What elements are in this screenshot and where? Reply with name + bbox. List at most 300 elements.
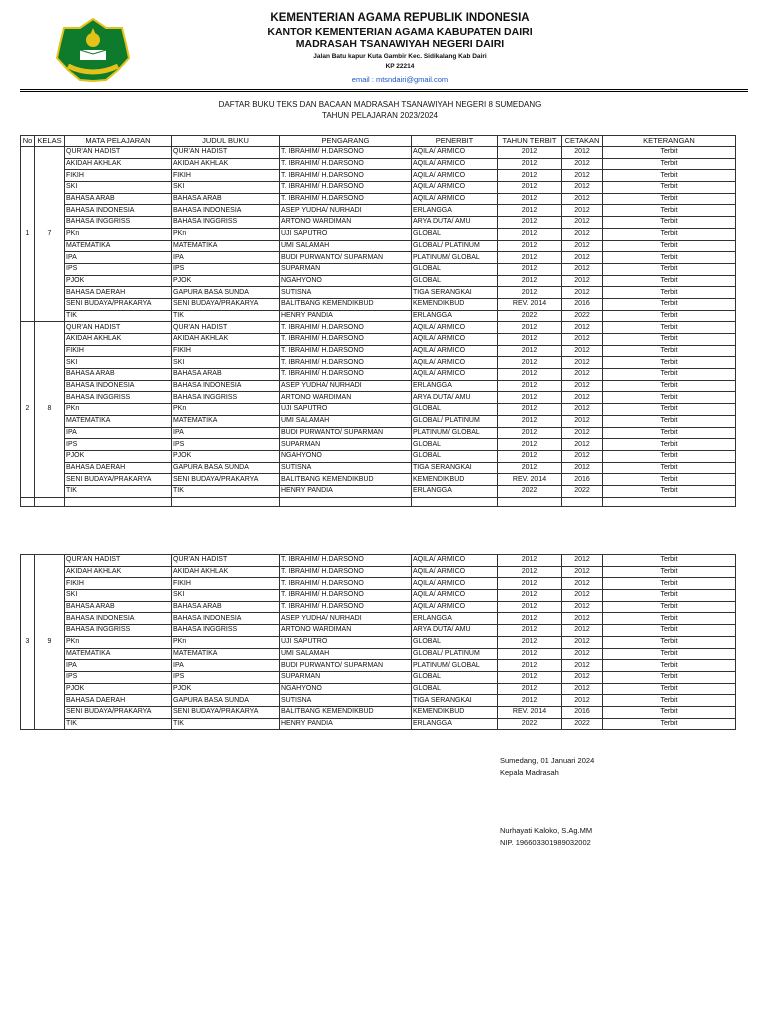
cell-pengarang: T. IBRAHIM/ H.DARSONO <box>280 182 412 194</box>
cell-keterangan: Terbit <box>603 380 736 392</box>
cell-keterangan: Terbit <box>603 450 736 462</box>
column-header: TAHUN TERBIT <box>498 136 562 147</box>
cell-cetakan: 2012 <box>562 636 603 648</box>
cell-penerbit: ERLANGGA <box>412 718 498 730</box>
cell-judul-buku: FIKIH <box>172 345 280 357</box>
cell-mata-pelajaran: SENI BUDAYA/PRAKARYA <box>65 706 172 718</box>
school-address: Jalan Batu kapur Kuta Gambir Kec. Sidikalang Kab Dairi <box>313 53 487 60</box>
cell-tahun-terbit: REV. 2014 <box>498 298 562 310</box>
cell-keterangan: Terbit <box>603 415 736 427</box>
column-header: MATA PELAJARAN <box>65 136 172 147</box>
table-row <box>21 404 736 416</box>
cell-tahun-terbit: 2012 <box>498 695 562 707</box>
blank-cell <box>498 497 562 506</box>
table-row <box>21 415 736 427</box>
cell-penerbit: AQILA/ ARMICO <box>412 566 498 578</box>
cell-penerbit: AQILA/ ARMICO <box>412 357 498 369</box>
cell-mata-pelajaran: BAHASA INDONESIA <box>65 205 172 217</box>
cell-tahun-terbit: 2022 <box>498 718 562 730</box>
cell-mata-pelajaran: TIK <box>65 485 172 497</box>
cell-keterangan: Terbit <box>603 439 736 451</box>
school-name: MADRASAH TSANAWIYAH NEGERI DAIRI <box>295 38 505 50</box>
cell-pengarang: ARTONO WARDIMAN <box>280 625 412 637</box>
blank-cell <box>280 497 412 506</box>
cell-keterangan: Terbit <box>603 334 736 346</box>
cell-penerbit: TIGA SERANGKAI <box>412 695 498 707</box>
cell-judul-buku: IPS <box>172 263 280 275</box>
cell-tahun-terbit: 2012 <box>498 369 562 381</box>
table-body <box>21 147 736 507</box>
cell-cetakan: 2012 <box>562 158 603 170</box>
cell-tahun-terbit: 2012 <box>498 240 562 252</box>
table-row <box>21 334 736 346</box>
cell-pengarang: SUPARMAN <box>280 671 412 683</box>
cell-keterangan: Terbit <box>603 240 736 252</box>
blank-cell <box>172 497 280 506</box>
cell-judul-buku: AKIDAH AKHLAK <box>172 566 280 578</box>
cell-tahun-terbit: 2012 <box>498 660 562 672</box>
cell-tahun-terbit: 2012 <box>498 357 562 369</box>
blank-cell <box>562 497 603 506</box>
cell-cetakan: 2012 <box>562 345 603 357</box>
table-row <box>21 590 736 602</box>
letterhead-divider <box>20 89 748 90</box>
cell-cetakan: 2016 <box>562 298 603 310</box>
cell-judul-buku: BAHASA INDONESIA <box>172 613 280 625</box>
cell-pengarang: ASEP YUDHA/ NURHADI <box>280 380 412 392</box>
cell-tahun-terbit: REV. 2014 <box>498 706 562 718</box>
cell-keterangan: Terbit <box>603 147 736 159</box>
cell-penerbit: AQILA/ ARMICO <box>412 193 498 205</box>
cell-mata-pelajaran: SKI <box>65 590 172 602</box>
table-row <box>21 706 736 718</box>
cell-penerbit: ARYA DUTA/ AMU <box>412 625 498 637</box>
cell-judul-buku: BAHASA ARAB <box>172 601 280 613</box>
cell-tahun-terbit: 2012 <box>498 287 562 299</box>
table-row <box>21 718 736 730</box>
cell-cetakan: 2012 <box>562 683 603 695</box>
cell-judul-buku: MATEMATIKA <box>172 240 280 252</box>
cell-cetakan: 2012 <box>562 240 603 252</box>
table-row <box>21 217 736 229</box>
table-row <box>21 275 736 287</box>
cell-judul-buku: PJOK <box>172 275 280 287</box>
cell-cetakan: 2012 <box>562 601 603 613</box>
table-row <box>21 462 736 474</box>
book-table-1 <box>20 135 736 507</box>
cell-keterangan: Terbit <box>603 322 736 334</box>
cell-cetakan: 2012 <box>562 193 603 205</box>
cell-pengarang: UMI SALAMAH <box>280 648 412 660</box>
column-header: No <box>21 136 35 147</box>
cell-keterangan: Terbit <box>603 555 736 567</box>
table-row <box>21 660 736 672</box>
cell-judul-buku: SKI <box>172 590 280 602</box>
cell-penerbit: GLOBAL <box>412 683 498 695</box>
letterhead-divider-2 <box>20 91 748 92</box>
table-row <box>21 158 736 170</box>
cell-penerbit: GLOBAL/ PLATINUM <box>412 240 498 252</box>
cell-pengarang: T. IBRAHIM/ H.DARSONO <box>280 345 412 357</box>
table-row <box>21 228 736 240</box>
cell-keterangan: Terbit <box>603 485 736 497</box>
cell-penerbit: GLOBAL/ PLATINUM <box>412 415 498 427</box>
cell-pengarang: T. IBRAHIM/ H.DARSONO <box>280 601 412 613</box>
cell-mata-pelajaran: BAHASA ARAB <box>65 601 172 613</box>
cell-judul-buku: GAPURA BASA SUNDA <box>172 287 280 299</box>
table-row <box>21 613 736 625</box>
cell-mata-pelajaran: BAHASA INGGRISS <box>65 625 172 637</box>
cell-pengarang: BALITBANG KEMENDIKBUD <box>280 298 412 310</box>
cell-keterangan: Terbit <box>603 345 736 357</box>
cell-judul-buku: QUR'AN HADIST <box>172 555 280 567</box>
cell-tahun-terbit: 2012 <box>498 671 562 683</box>
cell-tahun-terbit: 2012 <box>498 228 562 240</box>
table-header <box>21 136 736 147</box>
table-row <box>21 205 736 217</box>
cell-keterangan: Terbit <box>603 182 736 194</box>
cell-mata-pelajaran: PKn <box>65 404 172 416</box>
cell-penerbit: AQILA/ ARMICO <box>412 601 498 613</box>
cell-keterangan: Terbit <box>603 298 736 310</box>
cell-tahun-terbit: 2012 <box>498 193 562 205</box>
cell-tahun-terbit: 2012 <box>498 415 562 427</box>
cell-mata-pelajaran: IPS <box>65 263 172 275</box>
cell-mata-pelajaran: SENI BUDAYA/PRAKARYA <box>65 474 172 486</box>
cell-tahun-terbit: 2012 <box>498 450 562 462</box>
cell-tahun-terbit: 2012 <box>498 613 562 625</box>
cell-cetakan: 2012 <box>562 578 603 590</box>
cell-penerbit: ERLANGGA <box>412 380 498 392</box>
cell-pengarang: T. IBRAHIM/ H.DARSONO <box>280 555 412 567</box>
cell-pengarang: T. IBRAHIM/ H.DARSONO <box>280 566 412 578</box>
cell-pengarang: BUDI PURWANTO/ SUPARMAN <box>280 427 412 439</box>
cell-mata-pelajaran: MATEMATIKA <box>65 415 172 427</box>
cell-tahun-terbit: 2012 <box>498 263 562 275</box>
cell-keterangan: Terbit <box>603 369 736 381</box>
cell-tahun-terbit: 2022 <box>498 310 562 322</box>
cell-pengarang: BALITBANG KEMENDIKBUD <box>280 474 412 486</box>
cell-mata-pelajaran: BAHASA INGGRISS <box>65 217 172 229</box>
document-subtitle: TAHUN PELAJARAN 2023/2024 <box>322 111 438 120</box>
cell-penerbit: PLATINUM/ GLOBAL <box>412 427 498 439</box>
row-number: 1 <box>21 147 35 322</box>
cell-cetakan: 2012 <box>562 439 603 451</box>
cell-tahun-terbit: 2012 <box>498 322 562 334</box>
cell-cetakan: 2012 <box>562 182 603 194</box>
cell-judul-buku: IPS <box>172 439 280 451</box>
cell-keterangan: Terbit <box>603 205 736 217</box>
row-class: 7 <box>35 147 65 322</box>
cell-keterangan: Terbit <box>603 601 736 613</box>
cell-tahun-terbit: 2012 <box>498 683 562 695</box>
cell-penerbit: AQILA/ ARMICO <box>412 578 498 590</box>
cell-mata-pelajaran: IPS <box>65 439 172 451</box>
cell-keterangan: Terbit <box>603 287 736 299</box>
blank-cell <box>21 497 35 506</box>
cell-judul-buku: SKI <box>172 182 280 194</box>
cell-mata-pelajaran: PJOK <box>65 683 172 695</box>
cell-judul-buku: MATEMATIKA <box>172 415 280 427</box>
blank-row <box>21 497 736 506</box>
cell-penerbit: AQILA/ ARMICO <box>412 345 498 357</box>
cell-mata-pelajaran: PKn <box>65 228 172 240</box>
cell-judul-buku: SKI <box>172 357 280 369</box>
cell-tahun-terbit: 2012 <box>498 170 562 182</box>
cell-mata-pelajaran: PJOK <box>65 450 172 462</box>
cell-penerbit: AQILA/ ARMICO <box>412 369 498 381</box>
cell-mata-pelajaran: SKI <box>65 357 172 369</box>
cell-cetakan: 2012 <box>562 660 603 672</box>
table-row <box>21 147 736 159</box>
cell-pengarang: T. IBRAHIM/ H.DARSONO <box>280 158 412 170</box>
cell-mata-pelajaran: PJOK <box>65 275 172 287</box>
cell-cetakan: 2016 <box>562 706 603 718</box>
cell-pengarang: T. IBRAHIM/ H.DARSONO <box>280 170 412 182</box>
cell-mata-pelajaran: SENI BUDAYA/PRAKARYA <box>65 298 172 310</box>
cell-mata-pelajaran: BAHASA DAERAH <box>65 695 172 707</box>
cell-penerbit: GLOBAL <box>412 228 498 240</box>
cell-cetakan: 2016 <box>562 474 603 486</box>
cell-tahun-terbit: 2012 <box>498 625 562 637</box>
cell-tahun-terbit: 2012 <box>498 275 562 287</box>
cell-penerbit: AQILA/ ARMICO <box>412 590 498 602</box>
cell-pengarang: NGAHYONO <box>280 275 412 287</box>
signatory-nip: NIP. 196603301989032002 <box>500 838 591 847</box>
column-header: JUDUL BUKU <box>172 136 280 147</box>
table-row <box>21 369 736 381</box>
table-row <box>21 671 736 683</box>
table-row <box>21 474 736 486</box>
cell-pengarang: SUPARMAN <box>280 439 412 451</box>
cell-penerbit: KEMENDIKBUD <box>412 298 498 310</box>
cell-cetakan: 2012 <box>562 450 603 462</box>
cell-penerbit: GLOBAL <box>412 263 498 275</box>
cell-mata-pelajaran: AKIDAH AKHLAK <box>65 566 172 578</box>
cell-cetakan: 2012 <box>562 427 603 439</box>
cell-keterangan: Terbit <box>603 263 736 275</box>
cell-cetakan: 2012 <box>562 263 603 275</box>
cell-cetakan: 2012 <box>562 613 603 625</box>
cell-keterangan: Terbit <box>603 636 736 648</box>
cell-judul-buku: GAPURA BASA SUNDA <box>172 695 280 707</box>
cell-keterangan: Terbit <box>603 474 736 486</box>
cell-keterangan: Terbit <box>603 718 736 730</box>
cell-tahun-terbit: 2022 <box>498 485 562 497</box>
cell-cetakan: 2012 <box>562 170 603 182</box>
cell-pengarang: UMI SALAMAH <box>280 415 412 427</box>
table-row <box>21 601 736 613</box>
table-body <box>21 555 736 730</box>
cell-penerbit: GLOBAL/ PLATINUM <box>412 648 498 660</box>
cell-tahun-terbit: 2012 <box>498 566 562 578</box>
table-row <box>21 240 736 252</box>
cell-pengarang: HENRY PANDIA <box>280 485 412 497</box>
cell-pengarang: ARTONO WARDIMAN <box>280 217 412 229</box>
cell-penerbit: GLOBAL <box>412 636 498 648</box>
table-row <box>21 439 736 451</box>
cell-judul-buku: BAHASA INDONESIA <box>172 205 280 217</box>
cell-keterangan: Terbit <box>603 695 736 707</box>
cell-cetakan: 2012 <box>562 147 603 159</box>
cell-keterangan: Terbit <box>603 310 736 322</box>
cell-cetakan: 2022 <box>562 310 603 322</box>
signatory-name: Nurhayati Kaloko, S.Ag.MM <box>500 826 593 835</box>
cell-judul-buku: TIK <box>172 310 280 322</box>
cell-cetakan: 2012 <box>562 625 603 637</box>
cell-judul-buku: AKIDAH AKHLAK <box>172 158 280 170</box>
cell-pengarang: T. IBRAHIM/ H.DARSONO <box>280 193 412 205</box>
cell-mata-pelajaran: QUR'AN HADIST <box>65 322 172 334</box>
cell-penerbit: KEMENDIKBUD <box>412 474 498 486</box>
cell-judul-buku: PJOK <box>172 683 280 695</box>
cell-mata-pelajaran: MATEMATIKA <box>65 648 172 660</box>
cell-tahun-terbit: 2012 <box>498 555 562 567</box>
row-number: 3 <box>21 555 35 730</box>
column-header: KELAS <box>35 136 65 147</box>
cell-judul-buku: PKn <box>172 404 280 416</box>
cell-mata-pelajaran: QUR'AN HADIST <box>65 555 172 567</box>
cell-pengarang: BUDI PURWANTO/ SUPARMAN <box>280 660 412 672</box>
book-table-2 <box>20 554 736 730</box>
cell-keterangan: Terbit <box>603 427 736 439</box>
cell-mata-pelajaran: FIKIH <box>65 170 172 182</box>
column-header: PENERBIT <box>412 136 498 147</box>
cell-cetakan: 2012 <box>562 275 603 287</box>
cell-cetakan: 2012 <box>562 404 603 416</box>
cell-penerbit: TIGA SERANGKAI <box>412 462 498 474</box>
cell-mata-pelajaran: BAHASA DAERAH <box>65 287 172 299</box>
cell-pengarang: T. IBRAHIM/ H.DARSONO <box>280 334 412 346</box>
cell-mata-pelajaran: MATEMATIKA <box>65 240 172 252</box>
cell-mata-pelajaran: FIKIH <box>65 345 172 357</box>
cell-keterangan: Terbit <box>603 252 736 264</box>
cell-mata-pelajaran: BAHASA INGGRISS <box>65 392 172 404</box>
cell-cetakan: 2012 <box>562 392 603 404</box>
cell-judul-buku: BAHASA ARAB <box>172 193 280 205</box>
cell-cetakan: 2012 <box>562 334 603 346</box>
cell-cetakan: 2022 <box>562 718 603 730</box>
cell-pengarang: T. IBRAHIM/ H.DARSONO <box>280 322 412 334</box>
cell-tahun-terbit: 2012 <box>498 205 562 217</box>
document-title: DAFTAR BUKU TEKS DAN BACAAN MADRASAH TSANAWIYAH NEGERI 8 SUMEDANG <box>218 100 542 109</box>
table-row <box>21 578 736 590</box>
table-row <box>21 310 736 322</box>
cell-mata-pelajaran: BAHASA INDONESIA <box>65 613 172 625</box>
cell-pengarang: NGAHYONO <box>280 683 412 695</box>
cell-penerbit: AQILA/ ARMICO <box>412 334 498 346</box>
table-row <box>21 380 736 392</box>
cell-judul-buku: IPA <box>172 660 280 672</box>
table-row <box>21 193 736 205</box>
ministry-logo-icon <box>56 18 130 82</box>
cell-pengarang: BALITBANG KEMENDIKBUD <box>280 706 412 718</box>
cell-tahun-terbit: 2012 <box>498 182 562 194</box>
cell-pengarang: T. IBRAHIM/ H.DARSONO <box>280 578 412 590</box>
cell-keterangan: Terbit <box>603 217 736 229</box>
cell-penerbit: AQILA/ ARMICO <box>412 147 498 159</box>
cell-keterangan: Terbit <box>603 578 736 590</box>
cell-tahun-terbit: 2012 <box>498 217 562 229</box>
cell-judul-buku: TIK <box>172 485 280 497</box>
cell-penerbit: GLOBAL <box>412 450 498 462</box>
cell-penerbit: KEMENDIKBUD <box>412 706 498 718</box>
cell-keterangan: Terbit <box>603 158 736 170</box>
cell-keterangan: Terbit <box>603 462 736 474</box>
cell-penerbit: AQILA/ ARMICO <box>412 182 498 194</box>
cell-mata-pelajaran: IPA <box>65 252 172 264</box>
cell-penerbit: AQILA/ ARMICO <box>412 555 498 567</box>
table-row <box>21 392 736 404</box>
cell-mata-pelajaran: IPS <box>65 671 172 683</box>
cell-tahun-terbit: 2012 <box>498 427 562 439</box>
cell-tahun-terbit: 2012 <box>498 590 562 602</box>
table-row <box>21 345 736 357</box>
cell-penerbit: ERLANGGA <box>412 310 498 322</box>
signature-place-date: Sumedang, 01 Januari 2024 <box>500 756 595 765</box>
cell-penerbit: GLOBAL <box>412 275 498 287</box>
cell-pengarang: SUTISNA <box>280 695 412 707</box>
cell-tahun-terbit: 2012 <box>498 404 562 416</box>
cell-pengarang: HENRY PANDIA <box>280 718 412 730</box>
cell-penerbit: ERLANGGA <box>412 485 498 497</box>
cell-cetakan: 2012 <box>562 671 603 683</box>
cell-mata-pelajaran: QUR'AN HADIST <box>65 147 172 159</box>
cell-pengarang: ASEP YUDHA/ NURHADI <box>280 613 412 625</box>
table-row <box>21 298 736 310</box>
cell-cetakan: 2012 <box>562 357 603 369</box>
cell-penerbit: ARYA DUTA/ AMU <box>412 217 498 229</box>
cell-tahun-terbit: 2012 <box>498 601 562 613</box>
cell-mata-pelajaran: TIK <box>65 718 172 730</box>
cell-judul-buku: PKn <box>172 228 280 240</box>
cell-judul-buku: SENI BUDAYA/PRAKARYA <box>172 298 280 310</box>
table-row <box>21 555 736 567</box>
cell-mata-pelajaran: BAHASA DAERAH <box>65 462 172 474</box>
cell-keterangan: Terbit <box>603 648 736 660</box>
cell-penerbit: ERLANGGA <box>412 205 498 217</box>
cell-cetakan: 2012 <box>562 287 603 299</box>
email-link[interactable]: email : mtsndairi@gmail.com <box>351 75 449 84</box>
cell-penerbit: GLOBAL <box>412 404 498 416</box>
cell-keterangan: Terbit <box>603 392 736 404</box>
cell-penerbit: AQILA/ ARMICO <box>412 170 498 182</box>
cell-keterangan: Terbit <box>603 566 736 578</box>
cell-keterangan: Terbit <box>603 404 736 416</box>
cell-mata-pelajaran: TIK <box>65 310 172 322</box>
cell-keterangan: Terbit <box>603 625 736 637</box>
cell-mata-pelajaran: AKIDAH AKHLAK <box>65 158 172 170</box>
cell-pengarang: NGAHYONO <box>280 450 412 462</box>
cell-mata-pelajaran: IPA <box>65 660 172 672</box>
office-name: KANTOR KEMENTERIAN AGAMA KABUPATEN DAIRI <box>267 26 533 38</box>
table-row <box>21 566 736 578</box>
cell-penerbit: GLOBAL <box>412 439 498 451</box>
cell-mata-pelajaran: AKIDAH AKHLAK <box>65 334 172 346</box>
cell-tahun-terbit: 2012 <box>498 648 562 660</box>
cell-pengarang: UMI SALAMAH <box>280 240 412 252</box>
row-class: 8 <box>35 322 65 497</box>
cell-keterangan: Terbit <box>603 228 736 240</box>
cell-judul-buku: GAPURA BASA SUNDA <box>172 462 280 474</box>
table-row <box>21 427 736 439</box>
cell-cetakan: 2012 <box>562 566 603 578</box>
table-row <box>21 182 736 194</box>
cell-penerbit: PLATINUM/ GLOBAL <box>412 660 498 672</box>
cell-keterangan: Terbit <box>603 683 736 695</box>
cell-pengarang: T. IBRAHIM/ H.DARSONO <box>280 590 412 602</box>
table-row <box>21 450 736 462</box>
